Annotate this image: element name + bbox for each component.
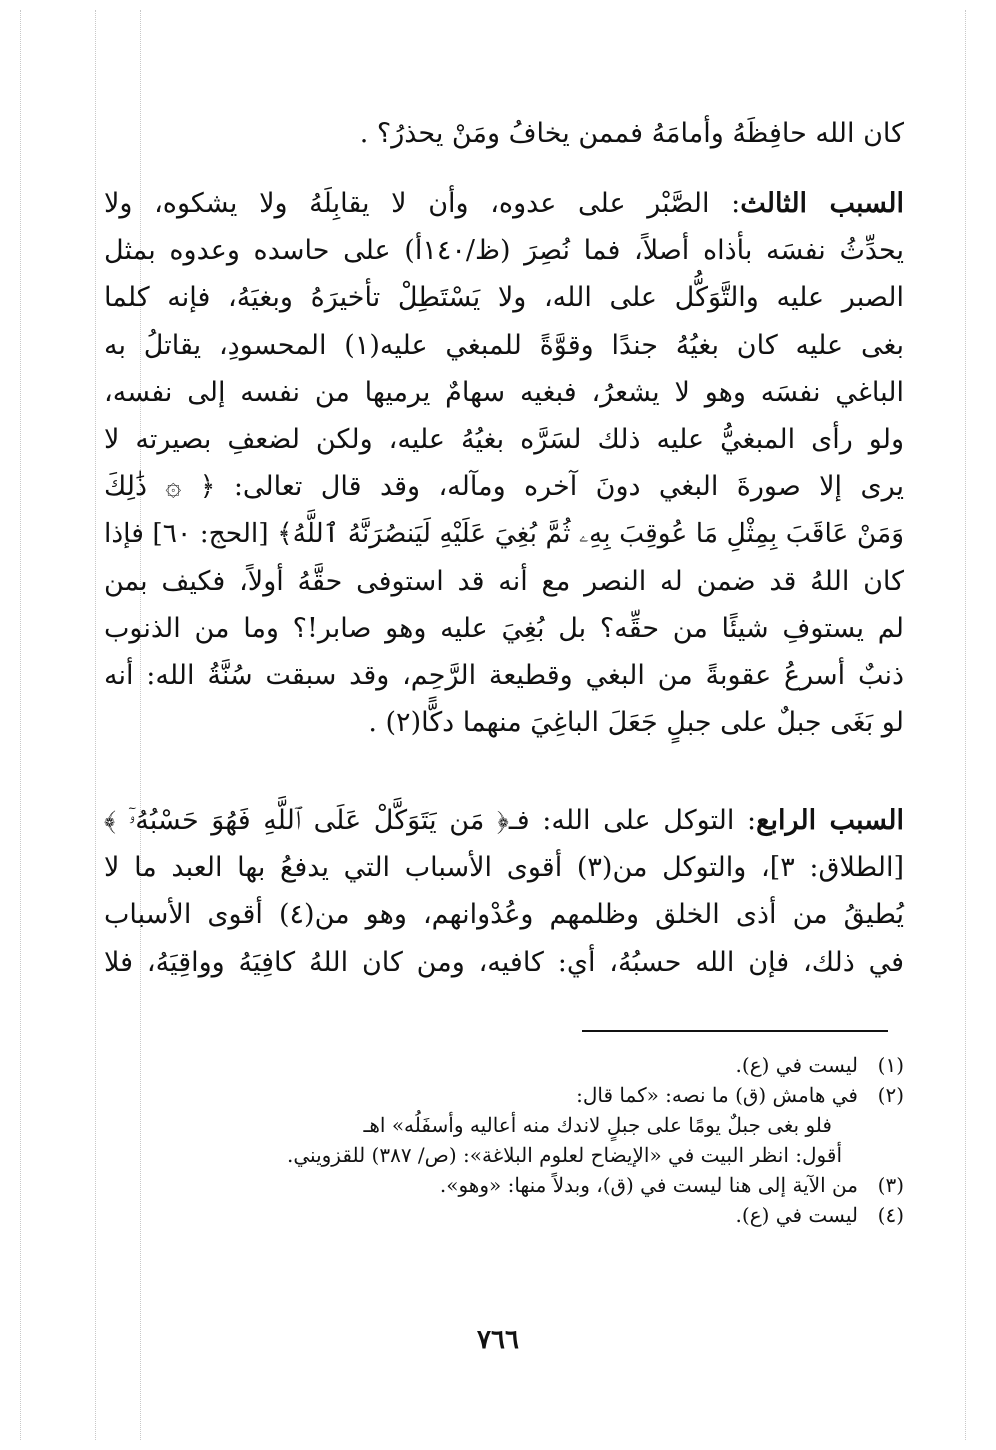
text-line: يُطيقُ من أذى الخلق وظلمهم وعُدْوانهم، وهو من(٤) أقوى الأسباب <box>104 899 904 931</box>
footnote-text: من الآية إلى هنا ليست في (ق)، وبدلاً منها: «وهو». <box>439 1173 858 1197</box>
text-line: ذنبٌ أسرعُ عقوبةً من البغي وقطيعة الرَّحِم، وقد سبقت سُنَّةُ الله: أنه <box>104 660 904 692</box>
footnote-number: (٣) <box>877 1173 904 1197</box>
scan-edge-mark <box>20 10 21 1440</box>
text-line: الباغي نفسَه وهو لا يشعرُ، فبغيه سهامٌ يرميها من نفسه إلى نفسه، <box>104 376 904 408</box>
opening-line <box>104 110 904 157</box>
footnote-text: ليست في (ع). <box>735 1203 858 1227</box>
footnote-4 <box>104 1200 904 1230</box>
text-line: لم يستوفِ شيئًا من حقِّه؟ بل بُغِيَ عليه وهو صابر!؟ وما من الذنوب <box>104 612 904 644</box>
paragraph-third-reason <box>104 180 904 746</box>
text-line: يرى إلا صورةَ البغي دونَ آخره ومآله، وقد قال تعالى: ﴿ ۞ ذَٰلِكَ <box>104 471 904 503</box>
text-line: يحدِّثُ نفسَه بأذاه أصلاً، فما نُصِرَ (ظ/١٤٠أ) على حاسده وعدوه بمثل <box>104 235 904 267</box>
paragraph-heading: السبب الرابع <box>756 805 904 836</box>
scan-edge-mark <box>965 10 966 1440</box>
footnote-number: (١) <box>877 1053 904 1077</box>
scan-edge-mark <box>95 10 96 1440</box>
footnotes <box>104 1050 904 1230</box>
text-line: في ذلك، فإن الله حسبُهُ، أي: كافيه، ومن كان اللهُ كافِيَهُ وواقِيَهُ، فلا <box>104 946 904 978</box>
paragraph-fourth-reason <box>104 797 904 986</box>
footnote-text: أقول: انظر البيت في «الإيضاح لعلوم البلاغة»: (ص/ ٣٨٧) للقزويني. <box>287 1143 842 1167</box>
footnote-text: ليست في (ع). <box>735 1053 858 1077</box>
text-line: [الطلاق: ٣]، والتوكل من(٣) أقوى الأسباب التي يدفعُ بها العبد ما لا <box>104 852 904 884</box>
paragraph-heading: السبب الثالث <box>740 188 904 219</box>
footnote-divider <box>582 1030 888 1032</box>
text-line: لو بَغَى جبلٌ على جبلٍ جَعَلَ الباغِيَ منهما دكًّا(٢) . <box>368 707 904 739</box>
text-line: الصبر عليه والتَّوَكُّل على الله، ولا يَسْتَطِلْ تأخيرَهُ وبغيَهُ، فإنه كلما <box>104 282 904 314</box>
text-line: بغى عليه كان بغيُهُ جندًا وقوَّةً للمبغي عليه(١) المحسودِ، يقاتلُ به <box>104 329 904 361</box>
footnote-number: (٢) <box>877 1083 904 1107</box>
text-line: السبب الثالث: الصَّبْر على عدوه، وأن لا يقابِلَهُ ولا يشكوه، ولا <box>104 188 904 219</box>
footnote-1 <box>104 1050 904 1080</box>
text-line: ولو رأى المبغيُّ عليه ذلك لسَرَّه بغيُهُ عليه، ولكن لضعفِ بصيرته لا <box>104 424 904 456</box>
text-line: السبب الرابع: التوكل على الله: فـ﴿ مَن يَتَوَكَّلْ عَلَى ٱللَّهِ فَهُوَ حَسْبُهُۥٓ ﴾ <box>104 805 904 836</box>
footnote-2 <box>104 1080 904 1110</box>
quran-verse-line: وَمَنْ عَاقَبَ بِمِثْلِ مَا عُوقِبَ بِهِۦ ثُمَّ بُغِيَ عَلَيْهِ لَيَنصُرَنَّهُ ٱللَّهُ﴾ [الحج: ٦٠] فإذا <box>104 518 904 550</box>
page-number: ٧٦٦ <box>477 1325 519 1355</box>
text-line: كان الله حافِظَهُ وأمامَهُ فممن يخافُ ومَنْ يحذرُ؟ . <box>359 118 904 149</box>
footnote-text: فلو بغى جبلٌ يومًا على جبلٍ لاندك منه أعاليه وأسفَلُه» اهـ <box>363 1113 832 1137</box>
footnote-2-verse <box>104 1110 904 1140</box>
footnote-3 <box>104 1170 904 1200</box>
text-line: كان اللهُ قد ضمن له النصر مع أنه قد استوفى حقَّهُ أولاً، فكيف بمن <box>104 565 904 597</box>
footnote-2-note <box>104 1140 904 1170</box>
footnote-number: (٤) <box>877 1203 904 1227</box>
footnote-text: في هامش (ق) ما نصه: «كما قال: <box>576 1083 858 1107</box>
